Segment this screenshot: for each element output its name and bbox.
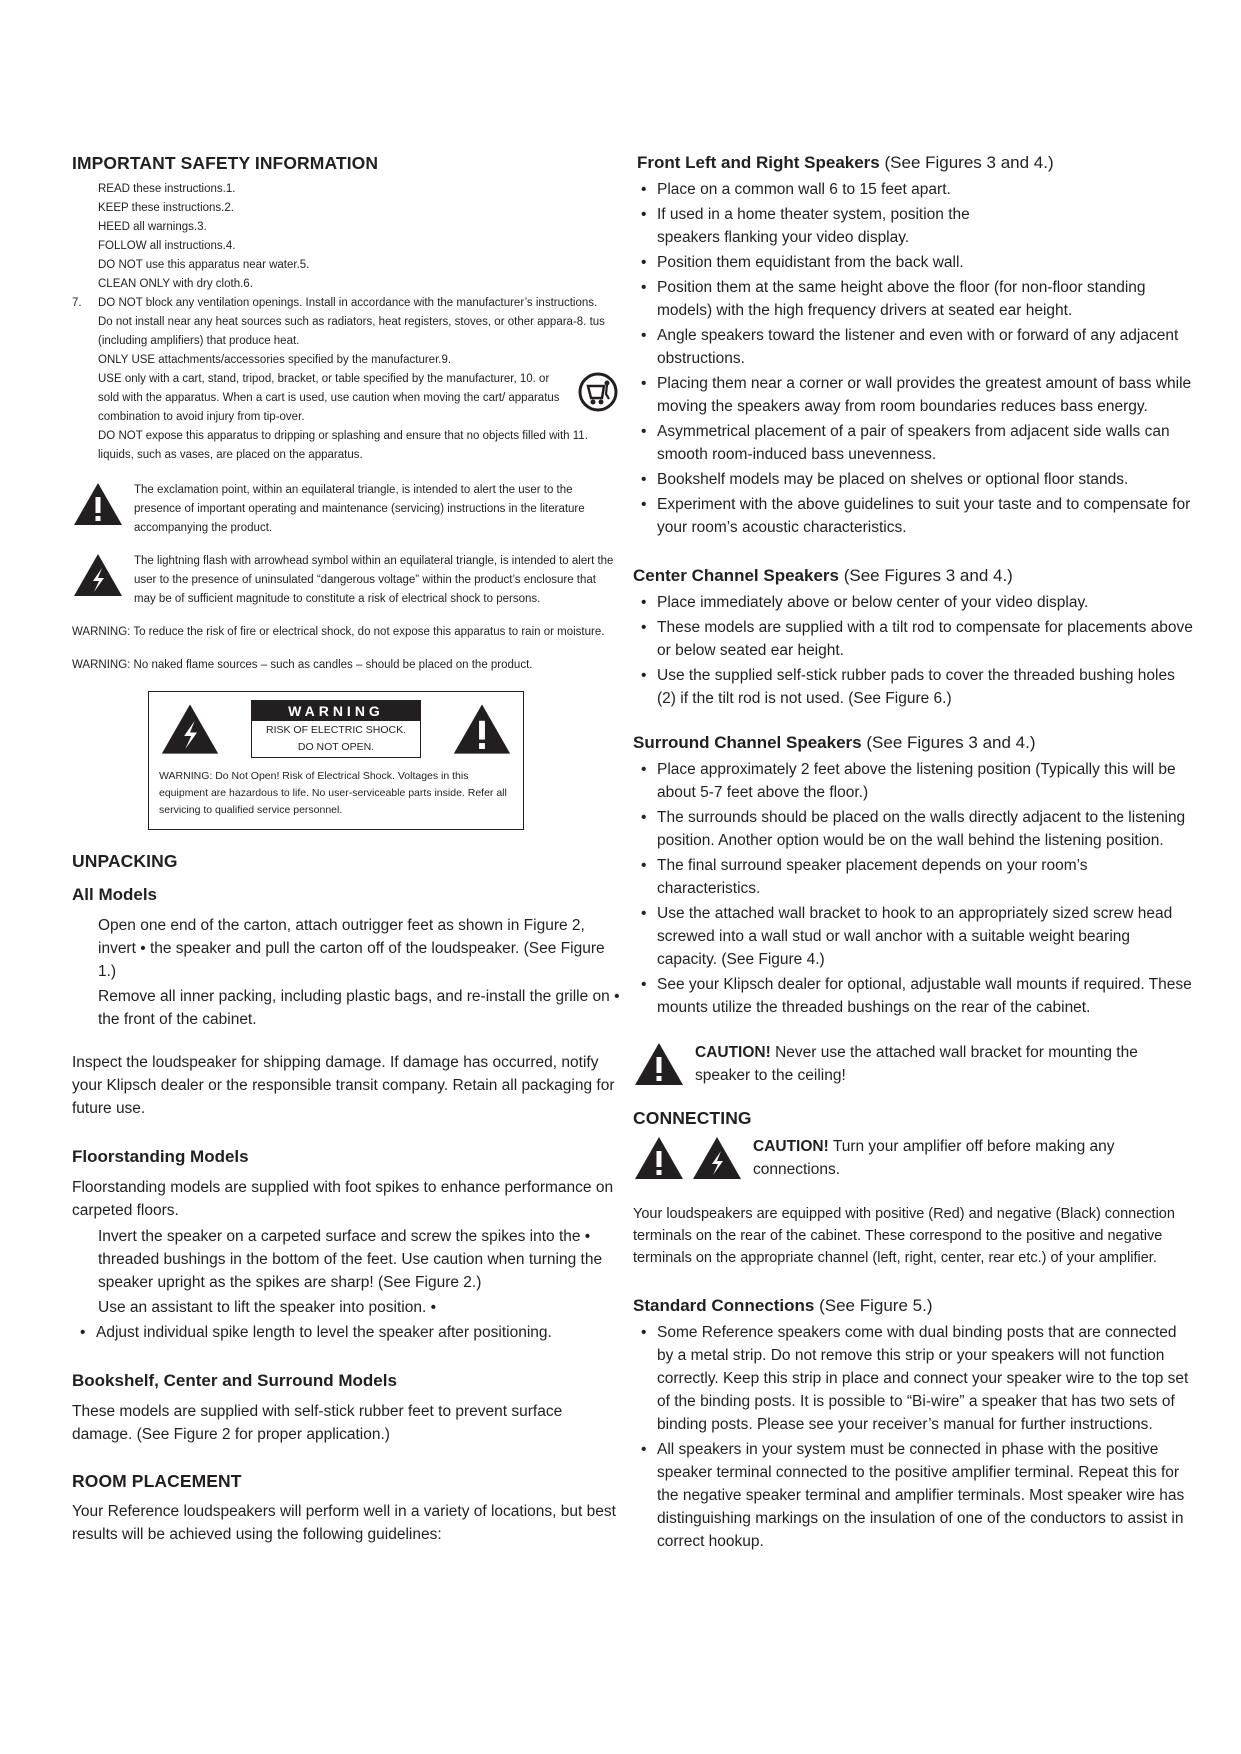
list-item: • Place on a common wall 6 to 15 feet apart. xyxy=(633,178,1193,201)
standard-connections-heading xyxy=(633,1295,1193,1317)
list-item: KEEP these instructions.2. xyxy=(98,202,234,214)
list-item: • Experiment with the above guidelines to suit your taste and to compensate for your room’s acoustic characteristics. xyxy=(633,493,1193,539)
list-item: • Use the attached wall bracket to hook to an appropriately sized screw head screwed into a wall stud or wall anchor with a suitable weight bearing capacity. (See Figure 4.) xyxy=(633,902,1193,971)
list-item: • Angle speakers toward the listener and even with or forward of any adjacent obstructions. xyxy=(633,324,1193,370)
warning-box-footer: WARNING: Do Not Open! Risk of Electrical Shock. Voltages in this equipment are hazardous to life. No user-serviceable parts inside. Refer all servicing to qualified service personnel. xyxy=(159,770,507,816)
lightning-triangle-icon xyxy=(159,702,221,756)
list-item: ONLY USE attachments/accessories specified by the manufacturer.9. xyxy=(98,354,452,366)
list-item: • The surrounds should be placed on the walls directly adjacent to the listening position. Another option would be on the wall behind the listening position. xyxy=(633,806,1193,852)
list-item: HEED all warnings.3. xyxy=(98,221,207,233)
center-speakers-heading xyxy=(633,565,1193,587)
caution-label: CAUTION! xyxy=(753,1138,829,1155)
standard-connections-see: (See Figure 5.) xyxy=(819,1296,933,1315)
surround-speakers-see: (See Figures 3 and 4.) xyxy=(866,733,1036,752)
exclamation-text: The exclamation point, within an equilateral triangle, is intended to alert the user to the presence of important operating and maintenance (servicing) instructions in the literature accompanying the product. xyxy=(134,484,585,534)
list-item: • See your Klipsch dealer for optional, adjustable wall mounts if required. These mounts utilize the threaded bushings on the rear of the cabinet. xyxy=(633,973,1193,1019)
list-item: • Use the supplied self-stick rubber pads to cover the threaded bushing holes (2) if the tilt rod is not used. (See Figure 6.) xyxy=(633,664,1193,710)
warning-box xyxy=(148,691,524,830)
all-models-p2: Remove all inner packing, including plastic bags, and re-install the grille on • the front of the cabinet. xyxy=(98,988,620,1028)
warning-box-line2: DO NOT OPEN. xyxy=(297,741,375,753)
center-speakers-title: Center Channel Speakers xyxy=(633,566,839,585)
lightning-text: The lightning flash with arrowhead symbol within an equilateral triangle, is intended to alert the user to the presence of uninsulated “dangerous voltage” within the product’s enclosure that may be of sufficient magnitude to constitute a risk of electrical shock to persons. xyxy=(134,555,614,605)
warning-label xyxy=(251,700,421,758)
list-item: • Position them equidistant from the back wall. xyxy=(633,251,1193,274)
front-speakers-see: (See Figures 3 and 4.) xyxy=(884,153,1054,172)
surround-speakers-title: Surround Channel Speakers xyxy=(633,733,862,752)
right-column xyxy=(633,152,1193,1553)
lightning-notice xyxy=(72,552,620,609)
list-item: • Place approximately 2 feet above the listening position (Typically this will be about 5-7 feet above the floor.) xyxy=(633,758,1193,804)
standard-connections-title: Standard Connections xyxy=(633,1296,815,1315)
bookshelf-p1: These models are supplied with self-stick rubber feet to prevent surface damage. (See Figure 2 for proper application.) xyxy=(72,1403,563,1443)
list-item: Do not install near any heat sources such as radiators, heat registers, stoves, or other appara-8. tus (including amplifiers) that produce heat. xyxy=(98,316,605,347)
unpacking-title: UNPACKING xyxy=(72,851,178,871)
warning-box-line1: RISK OF ELECTRIC SHOCK. xyxy=(265,724,407,736)
list-item: • Asymmetrical placement of a pair of speakers from adjacent side walls can smooth room-induced bass unevenness. xyxy=(633,420,1193,466)
list-item: READ these instructions.1. xyxy=(98,183,236,195)
warning-moisture: WARNING: To reduce the risk of fire or electrical shock, do not expose this apparatus to rain or moisture. xyxy=(72,626,605,638)
exclamation-triangle-icon xyxy=(451,702,513,756)
list-item: • Position them at the same height above the floor (for non-floor standing models) with the high frequency drivers at seated ear height. xyxy=(633,276,1193,322)
warning-flame: WARNING: No naked flame sources – such as candles – should be placed on the product. xyxy=(72,659,533,671)
floorstanding-p2: Invert the speaker on a carpeted surface and screw the spikes into the • threaded bushings in the bottom of the feet. Use caution when turning the speaker upright as the spikes are sharp! (See Figure 2.) xyxy=(98,1228,603,1291)
floorstanding-title: Floorstanding Models xyxy=(72,1147,249,1166)
list-item: • Adjust individual spike length to level the speaker after positioning. xyxy=(72,1321,620,1344)
list-item: 7. DO NOT block any ventilation openings. Install in accordance with the manufacturer’s instructions. xyxy=(72,297,598,309)
bookshelf-title: Bookshelf, Center and Surround Models xyxy=(72,1371,397,1390)
caution-label: CAUTION! xyxy=(695,1044,771,1061)
all-models-p1: Open one end of the carton, attach outrigger feet as shown in Figure 2, invert • the speaker and pull the carton off of the loudspeaker. (See Figure 1.) xyxy=(98,917,605,980)
list-item: • Placing them near a corner or wall provides the greatest amount of bass while moving the speakers away from room boundaries reduces bass energy. xyxy=(633,372,1193,418)
exclamation-triangle-icon xyxy=(633,1041,685,1087)
exclamation-triangle-icon xyxy=(633,1135,685,1181)
front-speakers-title: Front Left and Right Speakers xyxy=(637,153,880,172)
list-item: • Place immediately above or below center of your video display. xyxy=(633,591,1193,614)
list-item: • Some Reference speakers come with dual binding posts that are connected by a metal strip. Do not remove this strip or your speakers will not function correctly. Keep this strip in place and connect your speaker wire to the top set of the binding posts. It is possible to “Bi-wire” a speaker that has two sets of binding posts. Please see your receiver’s manual for further instructions. xyxy=(633,1321,1193,1436)
list-item: • These models are supplied with a tilt rod to compensate for placements above or below seated ear height. xyxy=(633,616,1193,662)
safety-title: IMPORTANT SAFETY INFORMATION xyxy=(72,153,379,173)
center-speakers-see: (See Figures 3 and 4.) xyxy=(843,566,1013,585)
all-models-title: All Models xyxy=(72,885,158,904)
surround-speakers-heading xyxy=(633,732,1193,754)
connecting-title: CONNECTING xyxy=(633,1108,752,1128)
lightning-triangle-icon xyxy=(72,552,124,598)
exclamation-notice xyxy=(72,481,620,538)
list-item: FOLLOW all instructions.4. xyxy=(98,240,236,252)
standard-connections-list xyxy=(633,1321,1193,1553)
connecting-p1: Your loudspeakers are equipped with positive (Red) and negative (Black) connection terminals on the rear of the cabinet. These correspond to the positive and negative terminals on the appropriate channel (left, right, center, rear etc.) of your amplifier. xyxy=(633,1206,1175,1266)
floorstanding-p3: Use an assistant to lift the speaker into position. • xyxy=(98,1299,436,1316)
room-placement-title: ROOM PLACEMENT xyxy=(72,1471,242,1491)
list-item: • Bookshelf models may be placed on shelves or optional floor stands. xyxy=(633,468,1193,491)
caution-text: Never use the attached wall bracket for mounting the speaker to the ceiling! xyxy=(695,1044,1138,1084)
wall-bracket-caution xyxy=(633,1041,1193,1087)
lightning-triangle-icon xyxy=(691,1135,743,1181)
left-column xyxy=(72,152,620,1546)
safety-list xyxy=(72,180,620,465)
caution-text: Turn your amplifier off before making any connections. xyxy=(753,1138,1115,1178)
front-speakers-list xyxy=(633,178,1193,539)
list-item: • The final surround speaker placement depends on your room’s characteristics. xyxy=(633,854,1193,900)
list-item: • All speakers in your system must be connected in phase with the positive speaker terminal connected to the positive amplifier terminal. Repeat this for the negative speaker terminal and amplifier terminals. Most speaker wire has distinguishing markings on the insulation of one of the conductors to assist in correct hookup. xyxy=(633,1438,1193,1553)
center-speakers-list xyxy=(633,591,1193,710)
list-item: CLEAN ONLY with dry cloth.6. xyxy=(98,278,253,290)
surround-speakers-list xyxy=(633,758,1193,1019)
cart-warning-icon xyxy=(578,372,618,412)
floorstanding-list xyxy=(72,1321,620,1344)
exclamation-triangle-icon xyxy=(72,481,124,527)
front-speakers-heading xyxy=(637,152,1193,174)
list-item: DO NOT expose this apparatus to dripping or splashing and ensure that no objects filled with 11. liquids, such as vases, are placed on the apparatus. xyxy=(98,430,588,461)
list-item: USE only with a cart, stand, tripod, bracket, or table specified by the manufacturer, 10. or sold with the apparatus. When a cart is used, use caution when moving the cart/ apparatus combination to avoid injury from tip-over. xyxy=(72,370,620,427)
amplifier-caution xyxy=(633,1135,1193,1181)
list-item: DO NOT use this apparatus near water.5. xyxy=(98,259,310,271)
floorstanding-p1: Floorstanding models are supplied with foot spikes to enhance performance on carpeted floors. xyxy=(72,1179,614,1219)
room-placement-p1: Your Reference loudspeakers will perform well in a variety of locations, but best results will be achieved using the following guidelines: xyxy=(72,1503,616,1543)
warning-box-title: WARNING xyxy=(252,701,420,721)
all-models-p3: Inspect the loudspeaker for shipping damage. If damage has occurred, notify your Klipsch dealer or the responsible transit company. Retain all packaging for future use. xyxy=(72,1054,615,1117)
list-item: • If used in a home theater system, position the speakers flanking your video display. xyxy=(633,203,1193,249)
